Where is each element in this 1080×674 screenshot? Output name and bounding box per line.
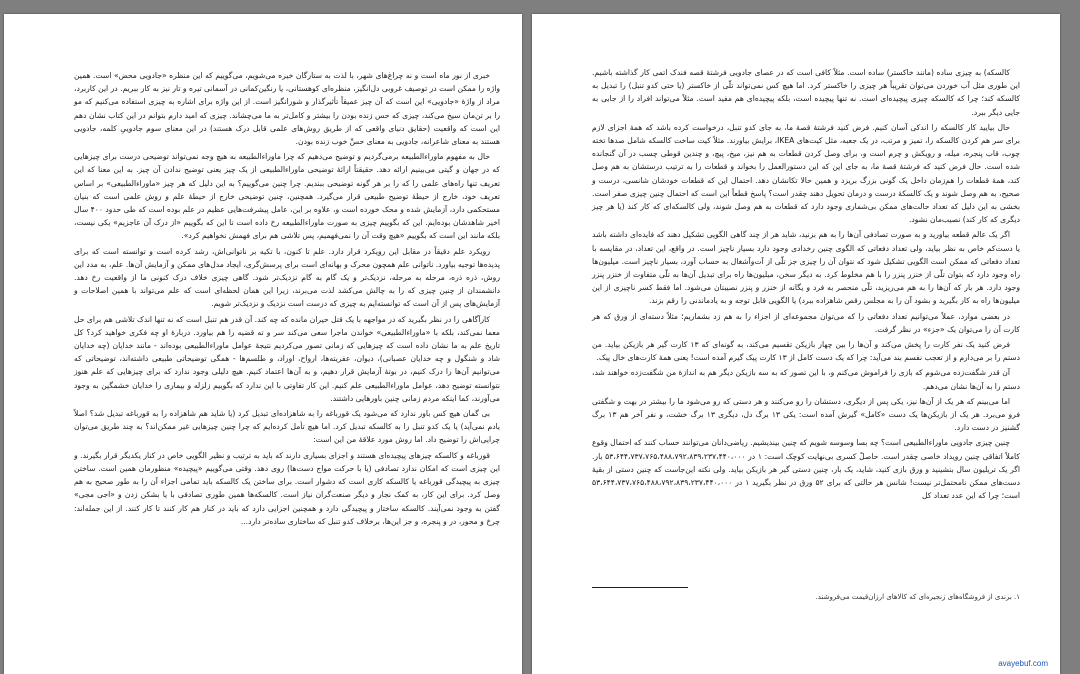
footnote-divider <box>592 587 688 588</box>
paragraph: چنین چیزی جادویی ماوراءالطبیعی است؟ چه بسا وسوسه شویم که چنین بیندیشیم. ریاضی‌دانان می‌توانند حساب کنند که احتمال وقوع کاملاً اتفاقی چنین رویداد خاصی چقدر است. حاصلْ کسری بی‌نهایت کوچک است: ۱ در ۵۳،۶۴۴،۷۳۷،۷۶۵،۴۸۸،۷۹۲،۸۳۹،۲۳۷،۴۴۰،۰۰۰ بار. اگر یک تریلیون سال بنشینید و ورق بازی کنید، شاید، یک بار، چنین دستی گیر هر بازیکن بیاید. ولی نکته این‌جاست که چنین دستی از بقیهٔ دست‌های ممکن نامحتمل‌تر نیست! شانس هر حالتی که برای ۵۲ ورق در نظر بگیرید ۱ در ۵۳،۶۴۴،۷۳۷،۷۶۵،۴۸۸،۷۹۲،۸۳۹،۲۳۷،۴۴۰،۰۰۰ است؛ چرا که این عدد تعداد کل <box>592 438 1020 501</box>
paragraph: کارآگاهی را در نظر بگیرید که در مواجهه با یک قتل حیران مانده که چه کند. آن قدر هم تنبل است که نه تنها اندک تلاشی هم برای حل معما نمی‌کند، بلکه با «ماوراءالطبیعی» خواندن ماجرا سعی می‌کند سر و ته قضیه را هم بیاورد. دربارهٔ او چه فکری خواهید کرد؟ کل تاریخ علم به ما نشان داده است که چیزهایی که زمانی تصور می‌کردیم نتیجهٔ عوامل ماوراءالطبیعی بوده‌اند - مانند خدایان (چه خدایان شاد و شنگول و چه خدایان عصبانی)، دیوان، عفریته‌ها، ارواح، اوراد، و طلسم‌ها - همگی توضیحاتی طبیعی داشته‌اند، توضیحاتی که می‌توانیم آن‌ها را درک کنیم، در بوتهٔ آزمایش قرار دهیم، و به آن‌ها اعتماد کنیم. هیچ دلیلی وجود ندارد که برای چیزهایی که علم هنوز نتوانسته توضیح دهد، عوامل ماوراءالطبیعی علم کنیم. این کار تفاوتی با این ندارد که بگوییم زلزله و بیماری را خدایان خشمگین به وجود می‌آورند، کما اینکه مردم زمانی چنین باورهایی داشتند. <box>74 314 500 403</box>
paragraph: فرض کنید یک نفر کارت را پخش می‌کند و آن‌ها را بین چهار بازیکن تقسیم می‌کند، به گونه‌ای که ۱۳ کارت گیر هر بازیکن بیاید. من دستم را بر می‌دارم و از تعجب نفسم بند می‌آید: چرا که یک دست کامل از ۱۳ کارت پیک گیرم آمده است! یعنی همهٔ کارت‌های خال پیک. <box>592 340 1020 363</box>
paragraph: در بعضی موارد، عملاً می‌توانیم تعداد دفعاتی را که می‌توان مجموعه‌ای از اجزاء را به هم زد بشماریم؛ مثلاً دسته‌ای از ورق که هر کارت آن را می‌توان یک «جزء» در نظر گرفت. <box>592 311 1020 334</box>
watermark: avayebuf.com <box>998 659 1048 668</box>
right-page-text <box>592 66 1020 505</box>
paragraph: بی گمان هیچ کس باور ندارد که می‌شود یک قورباغه را به شاهزاده‌ای تبدیل کرد (یا شاید هم شاهزاده را به قورباغه تبدیل شد؟ اصلاً یادم نمی‌آید) یا یک کدو تنبل را به کالسکه تبدیل کرد. اما هیچ تأمل کرده‌ایم که چرا چنین چیزهایی غیر ممکن‌اند؟ به چند طریق می‌توان چرایی‌اش را توضیح داد. اما روش مورد علاقهٔ من این است: <box>74 409 500 445</box>
paragraph: اما می‌بینم که هر یک از آن‌ها نیز، یکی پس از دیگری، دستشان را رو می‌کنند و هر دستی که رو می‌شود ما را بیشتر در بهت و شگفتی فرو می‌برد. هر یک از بازیکن‌ها یک دست «کامل» گیرش آمده است: یکی ۱۳ برگ دل، دیگری ۱۳ برگ خشت، و نفر آخر هم ۱۳ برگ گشنیز در دست دارد. <box>592 396 1021 433</box>
paragraph: خبری از نور ماه است و نه چراغ‌های شهر، با لذت به ستارگان خیره می‌شویم، می‌گوییم که این منظره «جادویی محض» است. همین واژه را ممکن است در توصیف غروبی دل‌انگیز، منظره‌ای کوهستانی، یا رنگین‌کمانی در آسمانی تیره و تار نیز به کار ببریم. در این کاربرد، مراد از واژهٔ «جادویی» این است که آن چیز عمیقاً تأثیرگذار و شورانگیز است. از این واژه برای اشاره به چیزی استفاده می‌کنیم که مو را بر تن‌مان سیخ می‌کند، چیزی که حس زنده بودن را بیشتر و کامل‌تر به ما می‌چشاند. چیزی که امید دارم بتوانم در این کتاب نشان دهم این است که واقعیت (حقایق دنیای واقعی که از طریق روش‌های علمی قابل درک هستند) در این معنای سوم جادوییِ کلمه، جادویی هستند به معنای شاعرانه، جادویی به معنای حسِّ خوب زنده بودن. <box>74 71 500 147</box>
paragraph: اگر یک عالم قطعه بیاورید و به صورت تصادفی آن‌ها را به هم بزنید، شاید هر از چند گاهی الگویی تشکیل دهند که فایده‌ای داشته باشد یا دست‌کم خاص به نظر بیاید، ولی تعداد دفعاتی که الگوی چنین رخدادی وجود دارد بسیار ناچیز است. در واقع، این تعداد، در مقایسه با تعداد دفعاتی که ممکن است الگویی تشکیل شود که نتوان آن را چیزی جز تلّی از آت‌وآشغال به حساب آورد، بسیار ناچیز است. میلیون‌ها راه وجود دارد که بتوان تلّی از خنزر پنزر را با هم مخلوط کرد. به دیگر سخن، میلیون‌ها راه برای تبدیل آن‌ها به تلّی متفاوت از خنزر پنزر وجود دارد. هر بار که آن‌ها را به هم می‌ریزید، تلّی منحصر به فرد و یگانه از خنزر و پنزر نصیبتان می‌شود. اما فقط کسر ناچیزی از این میلیون‌ها راه به کار بگیرید و بشود آن را به مجلس رقص شاهزاده ببرد) یا الگویی قابل توجه و به یادماندنی را رقم بزند. <box>592 230 1020 306</box>
paragraph: آن قدر شگفت‌زده می‌شوم که بازی را فراموش می‌کنم و، با این تصور که به سه بازیکن دیگر هم به اندازهٔ من شگفت‌زده خواهند شد، دستم را به آن‌ها نشان می‌دهم. <box>592 368 1020 391</box>
paragraph: حال بیایید کار کالسکه را اندکی آسان کنیم. فرض کنید فرشتهٔ قصهٔ ما، به جای کدو تنبل، درخواست کرده باشد که همهٔ اجزای لازم برای سر هم کردن کالسکه را، تمیز و مرتب، در یک جعبه، مثل کیت‌های IKEA، برایش بیاورند. مثلاً کیت ساخت کالسکه شامل صدها تخته چوب، قاب پنجره، میله، و رویکش و چرم است و، برای وصل کردن قطعات به هم نیز، میخ، پیچ، و چندین قوطی چسب در آن گنجانده شده است. حال فرض کنید که فرشتهٔ قصهٔ ما، به جای این که این دستورالعمل را بخواند و قطعات را به ترتیب درستشان به هم وصل کند، همهٔ قطعات را هم‌زمان داخل یک گونی بزرگ بریزد و همین حالا تکانشان دهد. احتمال این که قطعات خودشان شانسی، درست و صحیح، به هم وصل شوند و یک کالسکهٔ درست و درمان تحویل دهند چقدر است؟ پاسخ قطعاً این است که احتمال چنین چیزی صفر است. بخشی به این دلیل که تعداد حالت‌های ممکن بی‌شماری وجود دارد که قطعات به هم وصل شوند، ولی کالسکه‌ای که کار کند (یا هر چیز دیگری که کار کند) نصیب‌مان نشود. <box>592 122 1021 225</box>
paragraph: رویکرد علم دقیقاً در مقابل این رویکرد قرار دارد. علم تا کنون، با تکیه بر ناتوانی‌اش، رشد کرده است و توانسته است که برای پدیده‌ها توجیه بیاورد. ناتوانی علم همچون محرک و بهانه‌ای است برای پرسش‌گری، ایجاد مدل‌های ممکن و آزمایش آن‌ها. علم، به مدد این روش، ذره ذره، مرحله به مرحله، نزدیک‌تر و یک گام به گام نزدیک‌تر شود. گاهی چیزی خلاف درک کنونی ما از واقعیت رخ دهد. دانشمندان از چنین چیزی که را به چالش می‌کشد لذت می‌برند، زیرا این همان لحظه‌ای است که علم می‌تواند با همین اصلاحات و آزمایش‌های پس از آن است که توانسته‌ایم به چیزی که درست است نزدیک و نزدیک‌تر شویم. <box>74 246 500 309</box>
left-page-text <box>74 69 500 530</box>
right-page <box>532 14 1060 674</box>
paragraph: حال به مفهوم ماوراءالطبیعه برمی‌گردیم و توضیح می‌دهیم که چرا ماوراءالطبیعه به هیچ وجه نمی‌تواند توضیحی درست برای چیزهایی که در جهان و گیتی می‌بینیم ارائه دهد. حقیقتاً ارائهٔ توضیحی ماوراءالطبیعی از یک چیز یعنی توضیح ندادن آن چیز. به این معنا که این تعریف تنها راه‌های علمی را که را بر هر گونه توضیحی ببندیم. چرا چنین می‌گوییم؟ به این دلیل که هر چیز «ماوراءالطبیعی» بر اساس تعریف خود، خارج از حیطهٔ توضیح طبیعی قرار می‌گیرد. همچنین، چنین توضیحی خارج از حیطهٔ علم و روش علمی است که بنیان مستحکمی دارد، آزمایش شده و محک خورده است و، علاوه بر این، عامل پیشرفت‌هایی عظیم در علم بوده است که طی حدود ۴۰۰ سال اخیر شاهدشان بوده‌ایم. این که بگوییم چیزی به صورت ماوراءالطبیعه رخ داده است تا این که بگوییم «از درک آن عاجزیم» یکی نیست، بلکه مانند این است که بگوییم «هیچ وقت آن را نمی‌فهمیم، پس تلاشی هم برای فهمش نخواهیم کرد». <box>74 152 500 241</box>
footnote: ۱. برندی از فروشگاه‌های زنجیره‌ای که کالاهای ارزان‌قیمت می‌فروشند. <box>815 593 1020 601</box>
paragraph: قورباغه و کالسکه چیزهای پیچیده‌ای هستند و اجزای بسیاری دارند که باید به ترتیب و نظیر الگویی خاص در کنار یکدیگر قرار بگیرند. و این چیزی است که امکان ندارد تصادفی (یا با حرکت مواج دست‌ها) روی دهد. وقتی می‌گوییم «پیچیده» منظورمان همین است. ساختن چیزی به پیچیدگی قورباغه یا کالسکه کاری است که دشوار است. برای ساختن یک کالسکه باید تمامی اجزاء آن را به طور صحیح به هم وصل کرد. برای این کار، به کمک نجار و دیگر صنعت‌گران نیاز است. کالسکه‌ها همین طوری تصادفی با یا بشکن زدن و «اجی مجی» گفتن به وجود نمی‌آیند. کالسکه ساختار و پیچیدگی دارد و همچنین اجزایی دارد که باید در کنار هم کار کنند تا کار کنند. از این جمله‌اند: چرخ و محور، در و پنجره، و جز این‌ها، برخلاف کدو تنبل که ساختاری ساده‌تر دارد... <box>74 450 500 526</box>
paragraph: کالسکه) به چیزی ساده (مانند خاکستر) ساده است. مثلاً کافی است که در عصای جادویی فرشتهٔ قصه فندک اتمی کار گذاشته باشیم. این طوری مثل آب خوردن می‌توان تقریباً هر چیزی را خاکستر کرد. اما هیچ کس نمی‌تواند تلّی از خاکستر (یا حتی کدو تنبل) را تبدیل به کالسکه کند؛ چرا که کالسکه چیزی پیچیده‌ای است. نه تنها پیچیده است، بلکه پیچیده‌ای هم مفید است. مثلاً می‌تواند افراد را از جایی به جایی دیگر ببرد. <box>592 68 1020 117</box>
left-page <box>4 14 522 674</box>
